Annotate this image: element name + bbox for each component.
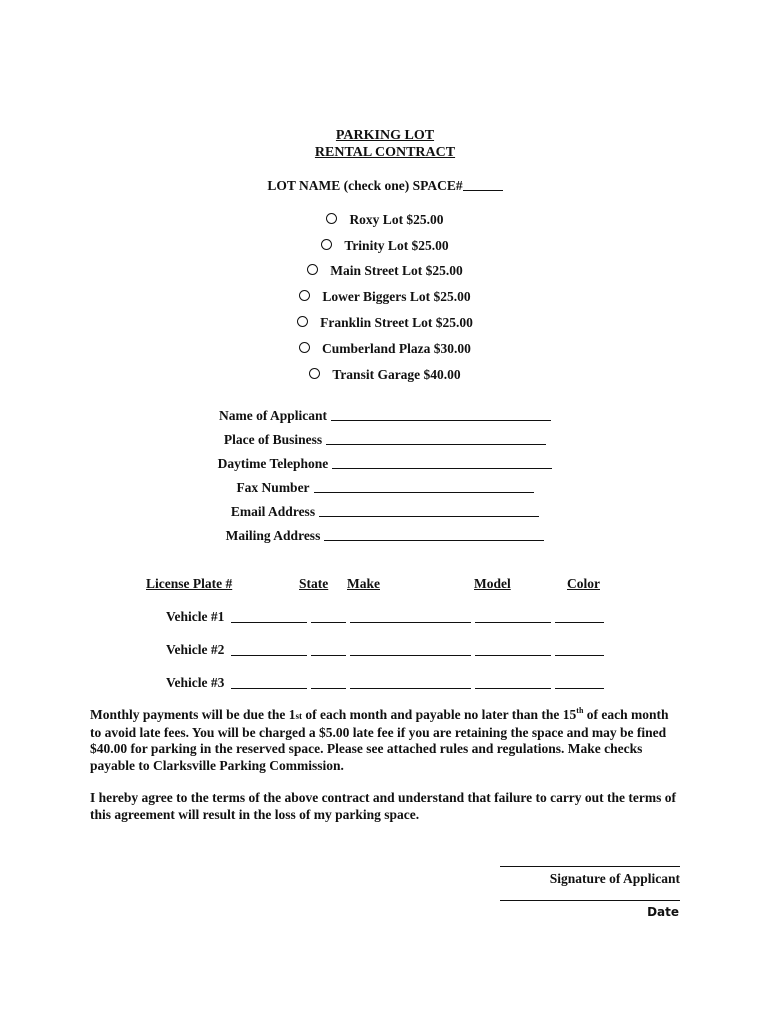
vehicle-3-plate-field[interactable] bbox=[231, 688, 307, 689]
payment-text-3: of each month to avoid late fees. You will be charged a $5.00 late fee if you are retaining the space and may be fined $40.00 for parking in the reserved space. Please see attached rules and regulations. Make checks payable to Clarksville Parking Commission. bbox=[90, 707, 669, 773]
header-license-plate: License Plate # bbox=[146, 576, 233, 591]
radio-icon[interactable] bbox=[309, 368, 320, 379]
header-model: Model bbox=[474, 576, 511, 591]
payment-text-1: Monthly payments will be due the 1 bbox=[90, 707, 296, 722]
radio-icon[interactable] bbox=[307, 264, 318, 275]
header-color: Color bbox=[567, 576, 600, 591]
header-state: State bbox=[299, 576, 329, 591]
vehicle-2-plate-field[interactable] bbox=[231, 655, 307, 656]
lot-header bbox=[0, 178, 770, 194]
lot-option-trinity[interactable] bbox=[0, 238, 770, 254]
fax-row bbox=[0, 480, 770, 496]
lot-option-lower-biggers[interactable] bbox=[0, 289, 770, 305]
payment-ordinal-2: th bbox=[576, 706, 584, 715]
lot-option-label: Main Street Lot $25.00 bbox=[330, 263, 463, 278]
payment-text-2: of each month and payable no later than the 15 bbox=[302, 707, 577, 722]
mailing-label: Mailing Address bbox=[225, 528, 321, 543]
lot-option-transit-garage[interactable] bbox=[0, 367, 770, 383]
lot-option-label: Lower Biggers Lot $25.00 bbox=[322, 289, 471, 304]
fax-label: Fax Number bbox=[236, 480, 310, 495]
lot-option-franklin-street[interactable] bbox=[0, 315, 770, 331]
radio-icon[interactable] bbox=[299, 342, 310, 353]
vehicle-1-plate-field[interactable] bbox=[231, 622, 307, 623]
lot-option-label: Transit Garage $40.00 bbox=[332, 367, 461, 382]
vehicle-2-state-field[interactable] bbox=[311, 655, 346, 656]
phone-field[interactable] bbox=[332, 467, 552, 469]
applicant-name-label: Name of Applicant bbox=[219, 408, 327, 423]
applicant-name-field[interactable] bbox=[331, 419, 551, 421]
signature-label: Signature of Applicant bbox=[549, 871, 680, 886]
space-number-field[interactable] bbox=[463, 189, 503, 191]
vehicle-1-label: Vehicle #1 bbox=[166, 609, 225, 624]
lot-option-label: Franklin Street Lot $25.00 bbox=[320, 315, 473, 330]
payment-ordinal-1: st bbox=[295, 711, 303, 721]
date-field[interactable] bbox=[500, 900, 680, 901]
mailing-row bbox=[0, 528, 770, 544]
lot-option-main-street[interactable] bbox=[0, 263, 770, 279]
applicant-name-row bbox=[0, 408, 770, 424]
lot-option-label: Roxy Lot $25.00 bbox=[349, 212, 444, 227]
radio-icon[interactable] bbox=[297, 316, 308, 327]
lot-option-roxy[interactable] bbox=[0, 212, 770, 228]
vehicle-3-color-field[interactable] bbox=[555, 688, 604, 689]
vehicle-3-make-field[interactable] bbox=[350, 688, 471, 689]
vehicle-1-state-field[interactable] bbox=[311, 622, 346, 623]
vehicle-1-model-field[interactable] bbox=[475, 622, 551, 623]
phone-label: Daytime Telephone bbox=[217, 456, 329, 471]
signature-field[interactable] bbox=[500, 866, 680, 867]
business-label: Place of Business bbox=[223, 432, 323, 447]
radio-icon[interactable] bbox=[321, 239, 332, 250]
phone-row bbox=[0, 456, 770, 472]
mailing-field[interactable] bbox=[324, 539, 544, 541]
vehicle-3-label: Vehicle #3 bbox=[166, 675, 225, 690]
lot-header-label: LOT NAME (check one) SPACE# bbox=[267, 178, 463, 193]
vehicle-1-color-field[interactable] bbox=[555, 622, 604, 623]
radio-icon[interactable] bbox=[326, 213, 337, 224]
fax-field[interactable] bbox=[314, 491, 534, 493]
radio-icon[interactable] bbox=[299, 290, 310, 301]
vehicle-2-model-field[interactable] bbox=[475, 655, 551, 656]
date-label: Date bbox=[647, 905, 679, 919]
payment-terms-paragraph bbox=[90, 707, 682, 774]
vehicle-2-color-field[interactable] bbox=[555, 655, 604, 656]
lot-option-label: Trinity Lot $25.00 bbox=[344, 238, 449, 253]
vehicle-1-make-field[interactable] bbox=[350, 622, 471, 623]
title-line-1: PARKING LOT bbox=[335, 128, 435, 143]
agreement-paragraph: I hereby agree to the terms of the above contract and understand that failure to carry out the terms of this agreement will result in the loss of my parking space. bbox=[90, 790, 677, 822]
vehicle-2-make-field[interactable] bbox=[350, 655, 471, 656]
vehicle-3-state-field[interactable] bbox=[311, 688, 346, 689]
title-line-2: RENTAL CONTRACT bbox=[314, 145, 456, 160]
vehicle-3-model-field[interactable] bbox=[475, 688, 551, 689]
header-make: Make bbox=[347, 576, 380, 591]
email-label: Email Address bbox=[230, 504, 316, 519]
business-row bbox=[0, 432, 770, 448]
business-field[interactable] bbox=[326, 443, 546, 445]
lot-option-cumberland-plaza[interactable] bbox=[0, 341, 770, 357]
lot-option-label: Cumberland Plaza $30.00 bbox=[322, 341, 471, 356]
email-field[interactable] bbox=[319, 515, 539, 517]
vehicle-2-label: Vehicle #2 bbox=[166, 642, 225, 657]
email-row bbox=[0, 504, 770, 520]
